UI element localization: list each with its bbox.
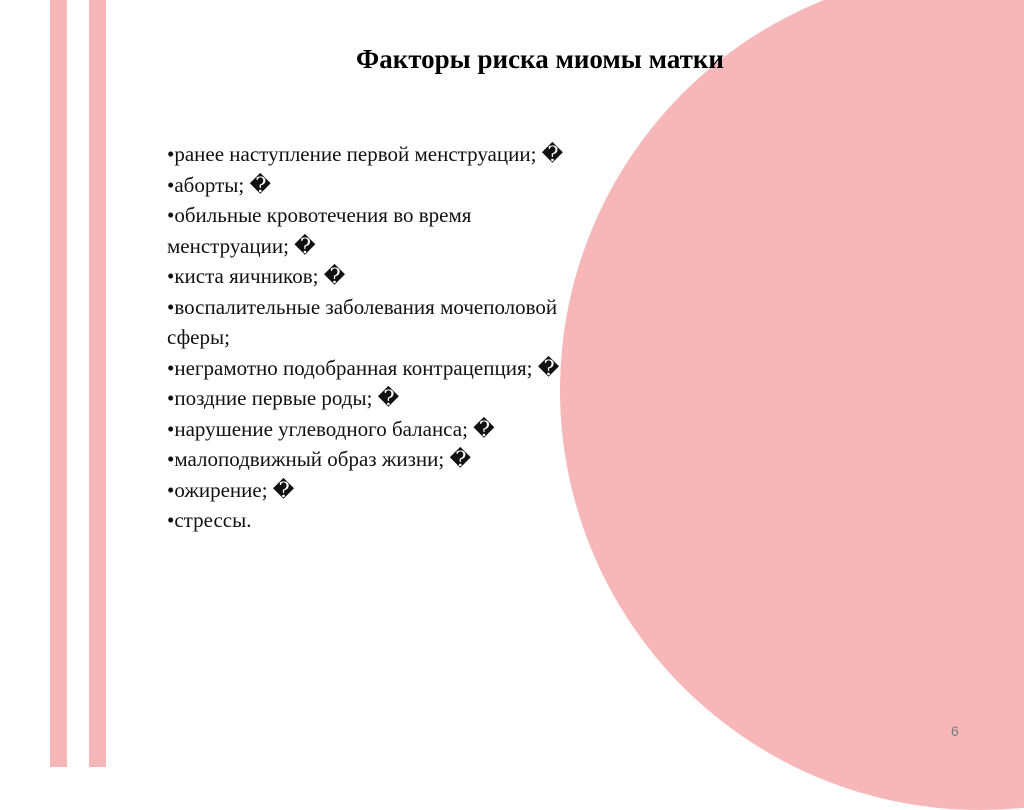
- list-item: •воспалительные заболевания мочеполовой: [167, 294, 558, 319]
- risk-factor-list: [167, 139, 667, 536]
- list-item: менструации; �: [167, 233, 316, 258]
- list-item: •киста яичников; �: [167, 264, 346, 288]
- list-item: •обильные кровотечения во время: [167, 203, 472, 227]
- list-item: •нарушение углеводного баланса; �: [167, 416, 495, 441]
- list-item: •стрессы.: [167, 508, 252, 532]
- decorative-stripe-left: [50, 0, 67, 767]
- list-item: сферы;: [167, 325, 230, 349]
- list-item: •аборты; �: [167, 172, 271, 197]
- list-item: •ожирение; �: [167, 477, 295, 502]
- page-number: 6: [951, 723, 959, 739]
- decorative-stripe-right: [89, 0, 106, 767]
- list-item: •малоподвижный образ жизни; �: [167, 447, 471, 471]
- list-item: •неграмотно подобранная контрацепция; �: [167, 355, 560, 380]
- list-item: •поздние первые роды; �: [167, 386, 400, 410]
- list-item: •ранее наступление первой менструации; �: [167, 142, 564, 166]
- slide-title: Факторы риска миомы матки: [356, 44, 724, 74]
